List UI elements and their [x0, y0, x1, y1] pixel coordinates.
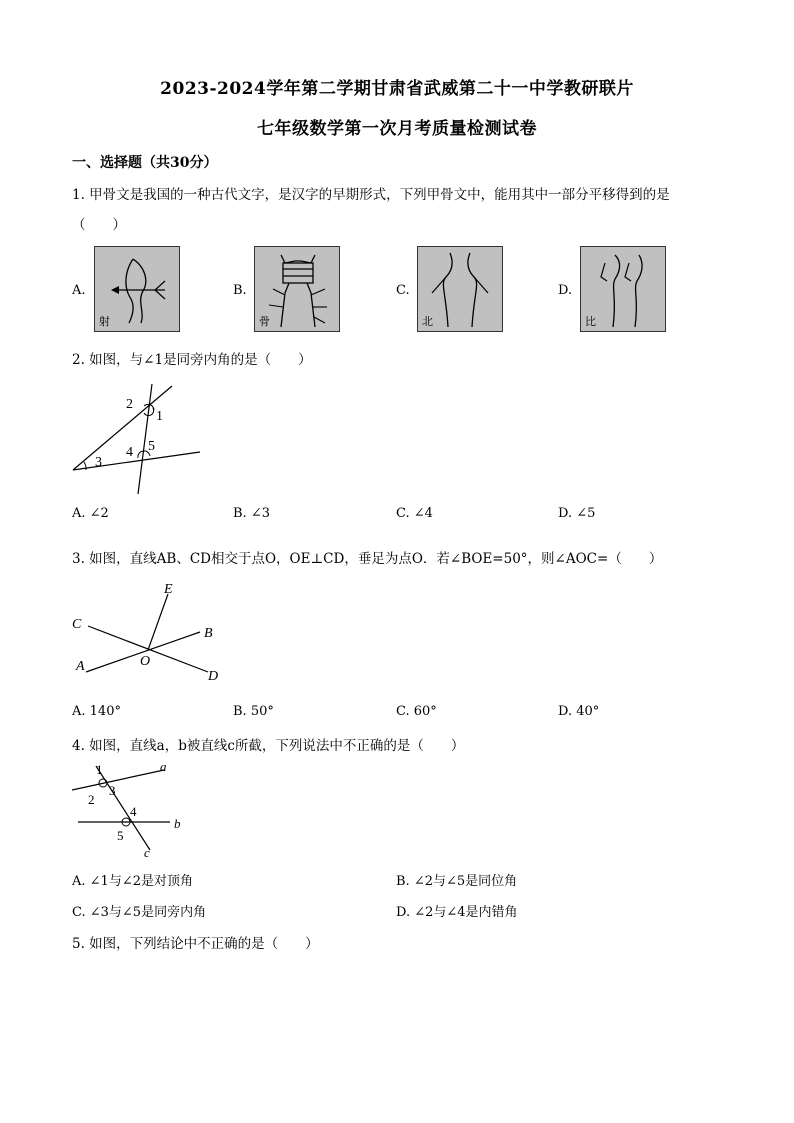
q4-option-a: A. ∠1与∠2是对顶角	[72, 874, 193, 889]
q1-option-d-label: D.	[558, 283, 573, 298]
q2-option-d: D. ∠5	[558, 506, 596, 521]
q2-label-5: 5	[148, 439, 155, 454]
q1-option-a-label: A.	[72, 283, 86, 298]
q2-label-3: 3	[95, 455, 102, 470]
question-4-stem: 4. 如图，直线a，b被直线c所截，下列说法中不正确的是（ ）	[72, 738, 465, 754]
q3-option-d: D. 40°	[558, 704, 600, 719]
oracle-glyph-bei	[417, 246, 503, 332]
q4-label-2: 2	[88, 792, 95, 807]
glyph-caption-b: 骨	[259, 315, 270, 328]
q2-option-a: A. ∠2	[72, 506, 109, 521]
oracle-glyph-bi	[580, 246, 666, 332]
q1-option-b-label: B.	[233, 283, 247, 298]
q4-label-c: c	[144, 845, 150, 860]
exam-title-line2: 七年级数学第一次月考质量检测试卷	[257, 119, 537, 139]
q3-label-b: B	[204, 626, 213, 641]
q2-option-b: B. ∠3	[233, 506, 270, 521]
q3-label-a: A	[76, 659, 85, 674]
q3-label-d: D	[208, 669, 219, 684]
question-4-figure	[68, 758, 198, 862]
q2-label-2: 2	[126, 397, 133, 412]
section-heading: 一、选择题（共30分）	[72, 155, 218, 171]
glyph-caption-c: 北	[422, 315, 433, 328]
q3-label-o: O	[140, 654, 151, 669]
q3-option-b: B. 50°	[233, 704, 274, 719]
q4-label-4: 4	[130, 804, 137, 819]
q4-label-b: b	[174, 816, 181, 831]
q4-label-a: a	[160, 759, 167, 774]
q3-label-e: E	[164, 582, 173, 597]
q4-option-c: C. ∠3与∠5是同旁内角	[72, 905, 207, 920]
q4-label-5: 5	[117, 828, 124, 843]
question-3-stem: 3. 如图，直线AB、CD相交于点O，OE⊥CD，垂足为点O．若∠BOE=50°，则∠AOC=（ ）	[72, 551, 663, 567]
glyph-caption-a: 射	[99, 315, 110, 328]
glyph-caption-d: 比	[585, 315, 596, 328]
q3-option-c: C. 60°	[396, 704, 437, 719]
q4-label-1: 1	[96, 762, 103, 777]
question-1-stem-blank: （ ）	[72, 217, 126, 233]
question-1-stem: 1. 甲骨文是我国的一种古代文字，是汉字的早期形式，下列甲骨文中，能用其中一部分平移得到的是	[72, 187, 670, 203]
q2-option-c: C. ∠4	[396, 506, 433, 521]
q2-label-1: 1	[156, 409, 163, 424]
q4-option-b: B. ∠2与∠5是同位角	[396, 874, 518, 889]
q1-option-c-label: C.	[396, 283, 410, 298]
question-2-stem: 2. 如图，与∠1是同旁内角的是（ ）	[72, 352, 312, 368]
question-3-figure	[68, 576, 238, 688]
q2-label-4: 4	[126, 445, 133, 460]
question-2-figure	[68, 378, 208, 498]
q3-option-a: A. 140°	[72, 704, 121, 719]
q4-label-3: 3	[109, 783, 116, 798]
question-5-stem: 5. 如图，下列结论中不正确的是（ ）	[72, 936, 319, 952]
q3-label-c: C	[72, 617, 82, 632]
oracle-glyph-she	[94, 246, 180, 332]
oracle-glyph-gu	[254, 246, 340, 332]
q4-option-d: D. ∠2与∠4是内错角	[396, 905, 518, 920]
exam-title-line1: 2023-2024学年第二学期甘肃省武威第二十一中学教研联片	[160, 79, 634, 99]
